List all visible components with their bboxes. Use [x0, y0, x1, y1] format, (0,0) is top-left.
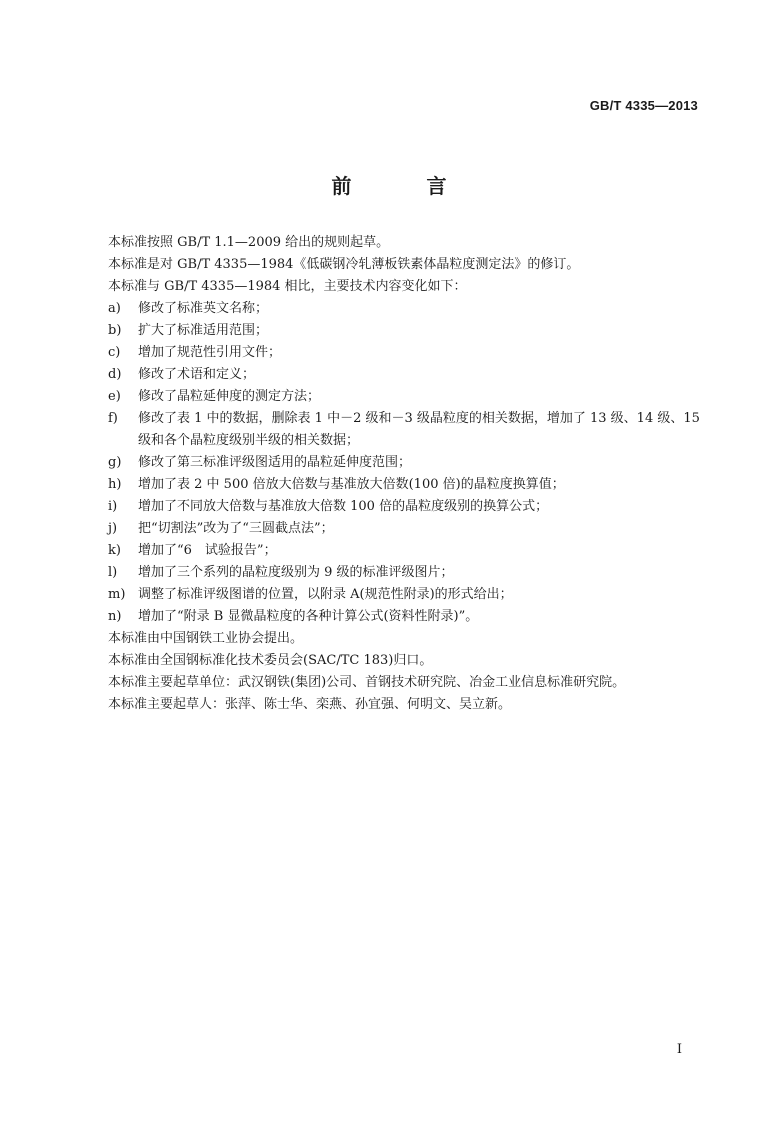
list-marker: h) [108, 477, 122, 492]
list-item [108, 342, 708, 364]
paragraph: 本标准主要起草单位：武汉钢铁(集团)公司、首钢技术研究院、冶金工业信息标准研究院。 [108, 675, 626, 690]
foreword-body [108, 232, 708, 716]
list-marker: m) [108, 587, 126, 602]
list-marker: j) [108, 521, 118, 536]
page-number: I [676, 1042, 682, 1057]
list-item [108, 386, 708, 408]
paragraph: 本标准是对 GB/T 4335—1984《低碳钢冷轧薄板铁素体晶粒度测定法》的修订。 [108, 257, 580, 272]
list-item-text: 增加了规范性引用文件； [138, 345, 282, 360]
list-item [108, 540, 708, 562]
list-marker: i) [108, 499, 118, 514]
list-item [108, 562, 708, 584]
list-item-text: 修改了术语和定义； [138, 367, 256, 382]
list-item [108, 408, 708, 452]
paragraph: 本标准由中国钢铁工业协会提出。 [108, 631, 304, 646]
list-item-text: 增加了不同放大倍数与基准放大倍数 100 倍的晶粒度级别的换算公式； [138, 499, 549, 514]
list-marker: n) [108, 609, 122, 624]
list-marker: l) [108, 565, 118, 580]
page-title: 前 言 [331, 174, 481, 198]
list-item-text: 增加了“6 试验报告”； [138, 543, 277, 558]
list-item-text: 把“切割法”改为了“三圆截点法”； [138, 521, 334, 536]
list-item [108, 496, 708, 518]
list-item [108, 584, 708, 606]
list-marker: d) [108, 367, 122, 382]
list-item [108, 518, 708, 540]
paragraph: 本标准主要起草人：张萍、陈士华、栾燕、孙宜强、何明文、吴立新。 [108, 697, 512, 712]
paragraph: 本标准由全国钢标准化技术委员会(SAC/TC 183)归口。 [108, 653, 433, 668]
list-item-text: 修改了标准英文名称； [138, 301, 269, 316]
list-item [108, 320, 708, 342]
list-item-text: 增加了表 2 中 500 倍放大倍数与基准放大倍数(100 倍)的晶粒度换算值； [138, 477, 565, 492]
list-marker: a) [108, 301, 121, 316]
list-marker: c) [108, 345, 121, 360]
list-item-text: 修改了第三标准评级图适用的晶粒延伸度范围； [138, 455, 412, 470]
list-marker: f) [108, 411, 118, 426]
list-item [108, 364, 708, 386]
list-item [108, 452, 708, 474]
list-item-text: 修改了晶粒延伸度的测定方法； [138, 389, 321, 404]
list-item [108, 606, 708, 628]
list-marker: b) [108, 323, 122, 338]
list-marker: k) [108, 543, 121, 558]
list-item-text: 扩大了标准适用范围； [138, 323, 269, 338]
list-item-text: 增加了三个系列的晶粒度级别为 9 级的标准评级图片； [138, 565, 454, 580]
list-item-text: 增加了“附录 B 显微晶粒度的各种计算公式(资料性附录)”。 [138, 609, 479, 624]
changes-list [108, 298, 708, 628]
list-item-text: 修改了表 1 中的数据，删除表 1 中－2 级和－3 级晶粒度的相关数据，增加了 13 级、14 级、15 级和各个晶粒度级别半级的相关数据； [138, 411, 700, 448]
list-marker: e) [108, 389, 121, 404]
list-item [108, 474, 708, 496]
paragraph: 本标准与 GB/T 4335—1984 相比，主要技术内容变化如下： [108, 279, 467, 294]
list-item [108, 298, 708, 320]
paragraph: 本标准按照 GB/T 1.1—2009 给出的规则起草。 [108, 235, 390, 250]
list-item-text: 调整了标准评级图谱的位置，以附录 A(规范性附录)的形式给出； [138, 587, 513, 602]
standard-number: GB/T 4335—2013 [589, 98, 698, 113]
list-marker: g) [108, 455, 122, 470]
